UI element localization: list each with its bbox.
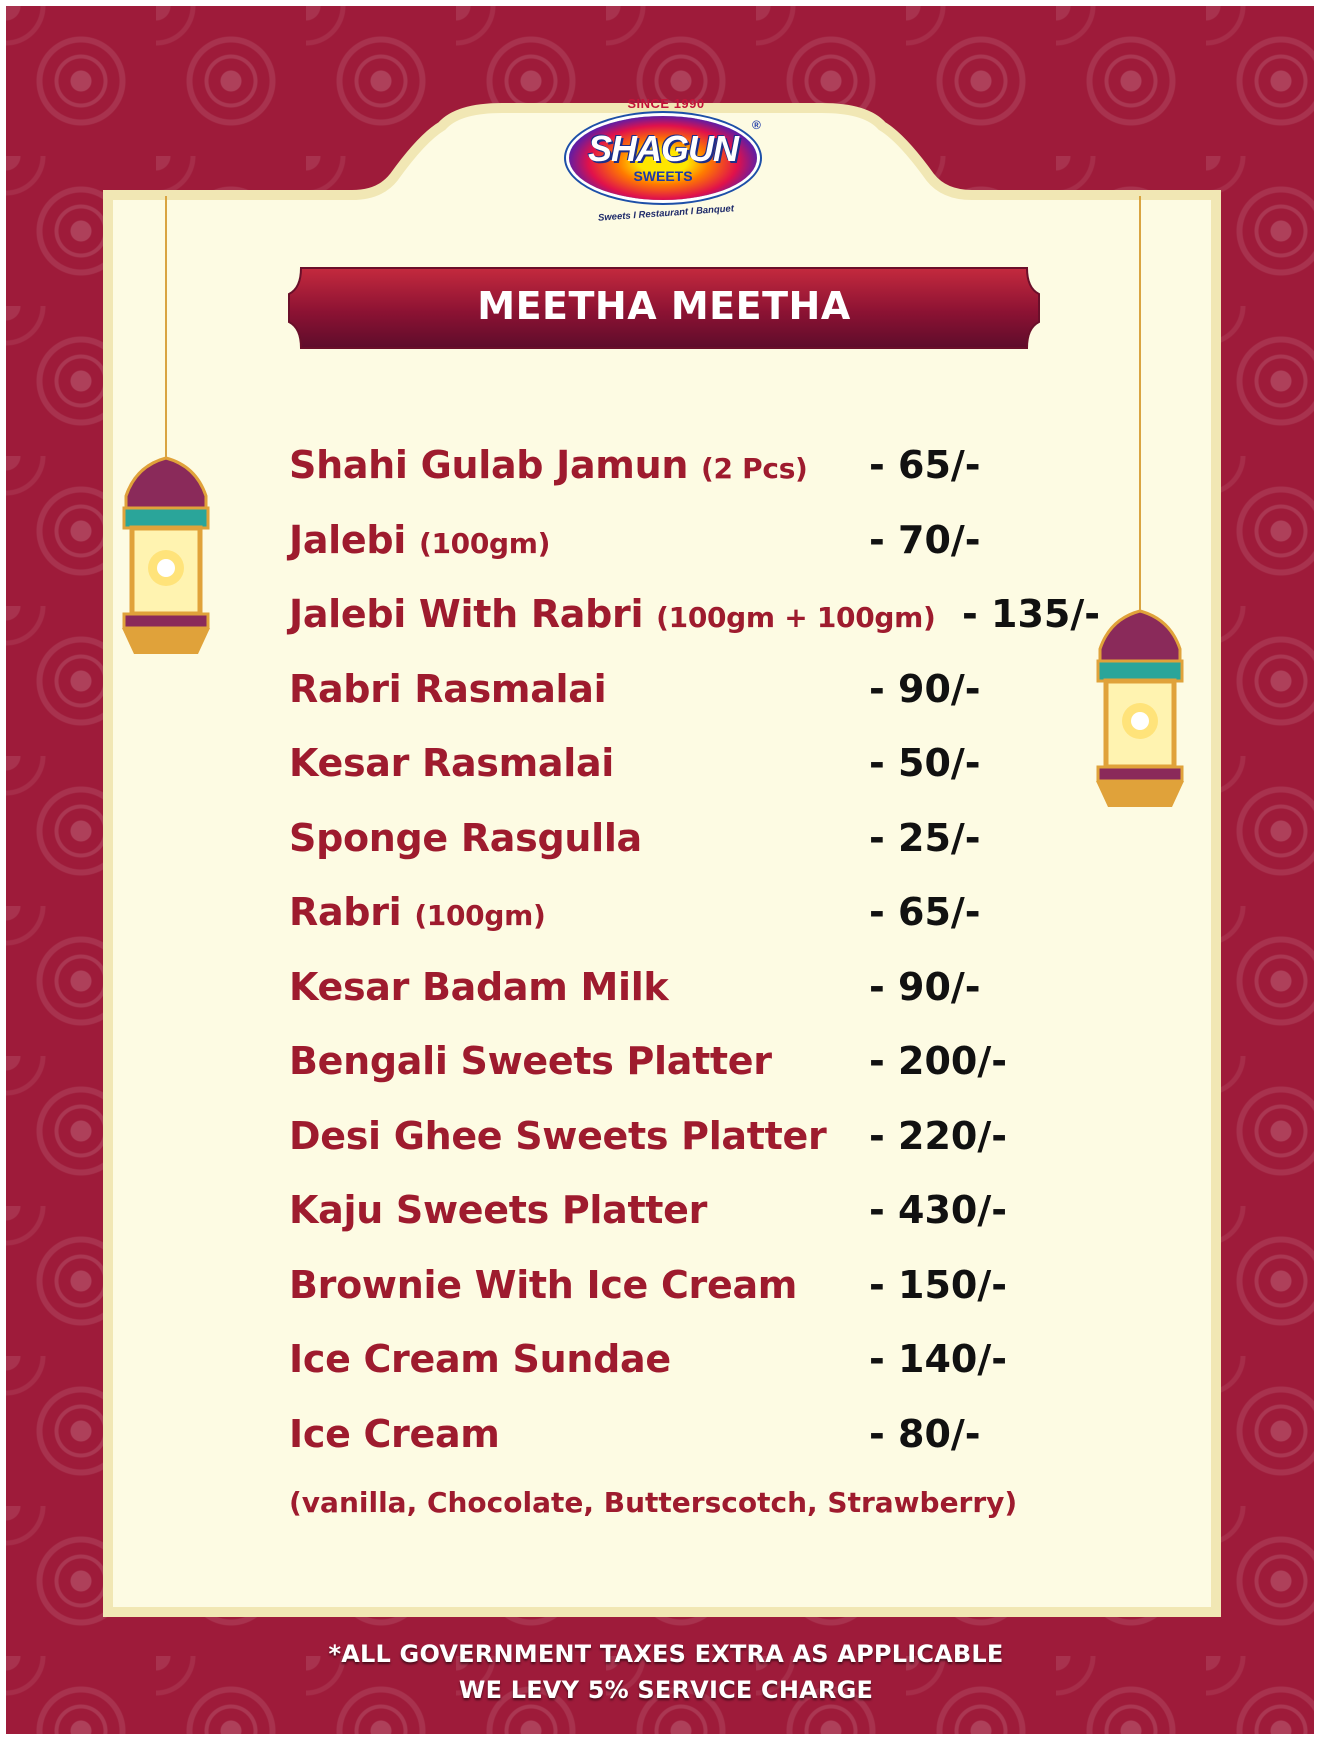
menu-item-name xyxy=(289,443,808,487)
menu-item-name xyxy=(289,741,614,785)
menu-item-title: Sponge Rasgulla xyxy=(289,816,642,860)
brand-since: SINCE 1990 xyxy=(627,96,705,111)
menu-item-title: Ice Cream xyxy=(289,1412,500,1456)
menu-item-price: - 140/- xyxy=(869,1337,1007,1381)
menu-item-name xyxy=(289,667,606,711)
menu-item-title: Shahi Gulab Jamun xyxy=(289,443,689,487)
menu-item-quantity: (100gm) xyxy=(418,527,551,560)
menu-item-price: - 25/- xyxy=(869,816,981,860)
menu-page xyxy=(6,6,1314,1734)
menu-item-price: - 220/- xyxy=(869,1114,1007,1158)
menu-item-name xyxy=(289,1337,671,1381)
menu-item-quantity: (100gm + 100gm) xyxy=(656,601,936,634)
menu-item-price: - 70/- xyxy=(869,518,981,562)
menu-item-price: - 90/- xyxy=(869,965,981,1009)
menu-item-quantity: (2 Pcs) xyxy=(701,452,808,485)
menu-item-price: - 430/- xyxy=(869,1188,1007,1232)
section-title: MEETHA MEETHA xyxy=(477,284,851,328)
menu-item-quantity: (100gm) xyxy=(414,899,546,932)
menu-item-name xyxy=(289,1188,707,1232)
menu-item-price: - 135/- xyxy=(962,592,1100,636)
footer-service-charge: WE LEVY 5% SERVICE CHARGE xyxy=(458,1676,874,1704)
menu-item-title: Bengali Sweets Platter xyxy=(289,1039,772,1083)
menu-item-title: Jalebi With Rabri xyxy=(289,592,644,636)
menu-item-title: Ice Cream Sundae xyxy=(289,1337,671,1381)
menu-item-name xyxy=(289,890,545,934)
footer-taxes-note: *ALL GOVERNMENT TAXES EXTRA AS APPLICABLE xyxy=(328,1640,1004,1668)
menu-item-price: - 50/- xyxy=(869,741,981,785)
right-lantern-icon xyxy=(1084,196,1194,816)
menu-item-name xyxy=(289,1114,826,1158)
menu-item-name xyxy=(289,816,642,860)
menu-item-name xyxy=(289,1263,797,1307)
brand-logo xyxy=(561,96,771,232)
menu-item-title: Kesar Badam Milk xyxy=(289,965,669,1009)
left-lantern-icon xyxy=(110,196,220,656)
menu-item-name xyxy=(289,1412,500,1456)
menu-item-title: Brownie With Ice Cream xyxy=(289,1263,798,1307)
menu-item-name xyxy=(289,518,550,562)
menu-item-title: Rabri xyxy=(289,890,402,934)
brand-tagline: Sweets I Restaurant I Banquet xyxy=(597,203,735,224)
ice-cream-flavors: (vanilla, Chocolate, Butterscotch, Strawberry) xyxy=(289,1486,1018,1519)
brand-subtitle: SWEETS xyxy=(633,168,693,184)
menu-item-title: Rabri Rasmalai xyxy=(289,667,607,711)
menu-item-price: - 65/- xyxy=(869,890,981,934)
menu-item-title: Jalebi xyxy=(289,518,407,562)
menu-item-price: - 150/- xyxy=(869,1263,1007,1307)
menu-item-name xyxy=(289,592,936,636)
menu-item-name xyxy=(289,965,668,1009)
brand-name: SHAGUN xyxy=(587,128,738,169)
menu-item-price: - 65/- xyxy=(869,443,981,487)
menu-item-title: Desi Ghee Sweets Platter xyxy=(289,1114,827,1158)
menu-item-price: - 200/- xyxy=(869,1039,1007,1083)
menu-item-price: - 80/- xyxy=(869,1412,981,1456)
menu-item-name xyxy=(289,1039,772,1083)
registered-mark: ® xyxy=(752,118,761,132)
menu-item-title: Kaju Sweets Platter xyxy=(289,1188,708,1232)
menu-item-price: - 90/- xyxy=(869,667,981,711)
menu-item-title: Kesar Rasmalai xyxy=(289,741,615,785)
